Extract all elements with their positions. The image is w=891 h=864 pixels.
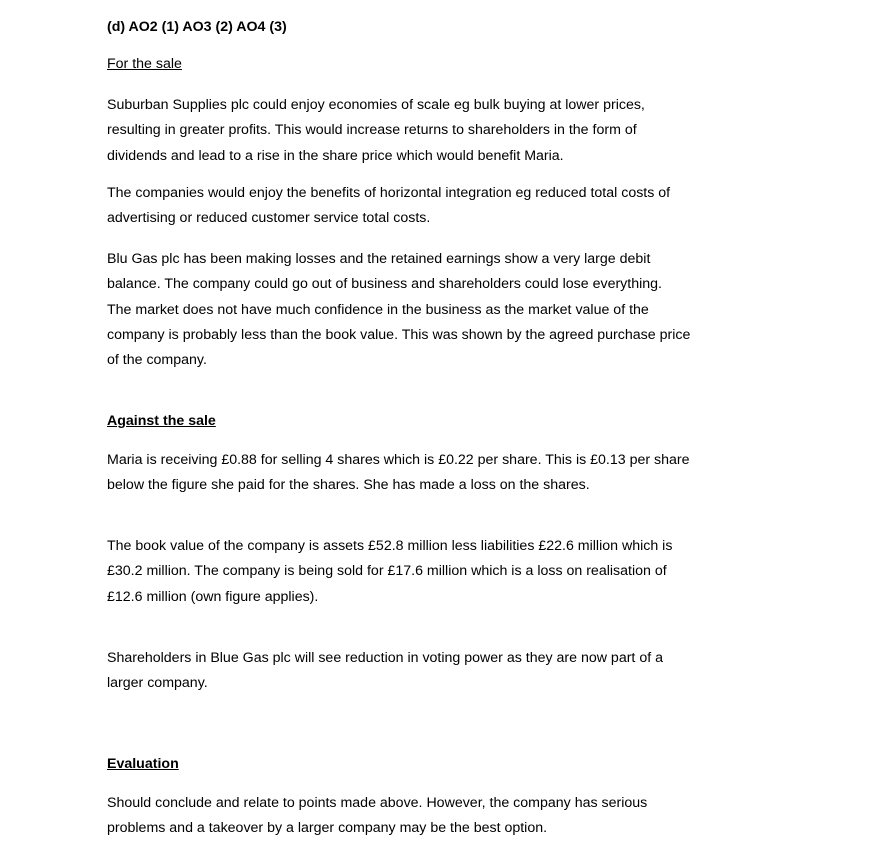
- text-line: dividends and lead to a rise in the share price which would benefit Maria.: [107, 147, 564, 164]
- text-line: The book value of the company is assets £52.8 million less liabilities £22.6 million which is: [107, 538, 673, 554]
- text-line: of the company.: [107, 352, 207, 369]
- against-paragraph-2: [107, 534, 672, 610]
- text-line: Maria is receiving £0.88 for selling 4 shares which is £0.22 per share. This is £0.13 per share: [107, 452, 690, 468]
- text-line: Should conclude and relate to points made above. However, the company has serious: [107, 795, 648, 811]
- text-line: balance. The company could go out of business and shareholders could lose everything.: [107, 276, 662, 293]
- text-line: below the figure she paid for the shares. She has made a loss on the shares.: [107, 477, 590, 494]
- text-line: company is probably less than the book value. This was shown by the agreed purchase price: [107, 326, 691, 343]
- for-heading: For the sale: [107, 56, 182, 72]
- text-line: Blu Gas plc has been making losses and the retained earnings show a very large debit: [107, 251, 651, 267]
- for-paragraph-3: [107, 247, 690, 373]
- marks-heading: (d) AO2 (1) AO3 (2) AO4 (3): [107, 19, 287, 35]
- text-line: advertising or reduced customer service total costs.: [107, 210, 431, 227]
- against-heading: Against the sale: [107, 413, 216, 429]
- text-line: £12.6 million (own figure applies).: [107, 588, 319, 605]
- against-paragraph-3: [107, 646, 663, 697]
- text-line: Shareholders in Blue Gas plc will see reduction in voting power as they are now part of a: [107, 650, 663, 666]
- against-paragraph-1: [107, 448, 690, 499]
- evaluation-paragraph: [107, 791, 647, 842]
- text-line: The market does not have much confidence in the business as the market value of the: [107, 301, 649, 318]
- text-line: £30.2 million. The company is being sold for £17.6 million which is a loss on realisation of: [107, 563, 667, 580]
- text-line: Suburban Supplies plc could enjoy economies of scale eg bulk buying at lower prices,: [107, 97, 645, 113]
- text-line: resulting in greater profits. This would increase returns to shareholders in the form of: [107, 122, 637, 139]
- for-paragraph-2: [107, 181, 670, 232]
- text-line: problems and a takeover by a larger company may be the best option.: [107, 820, 548, 837]
- evaluation-heading: Evaluation: [107, 756, 179, 772]
- text-line: The companies would enjoy the benefits of horizontal integration eg reduced total costs of: [107, 185, 671, 201]
- for-paragraph-1: [107, 93, 645, 169]
- text-line: larger company.: [107, 675, 208, 692]
